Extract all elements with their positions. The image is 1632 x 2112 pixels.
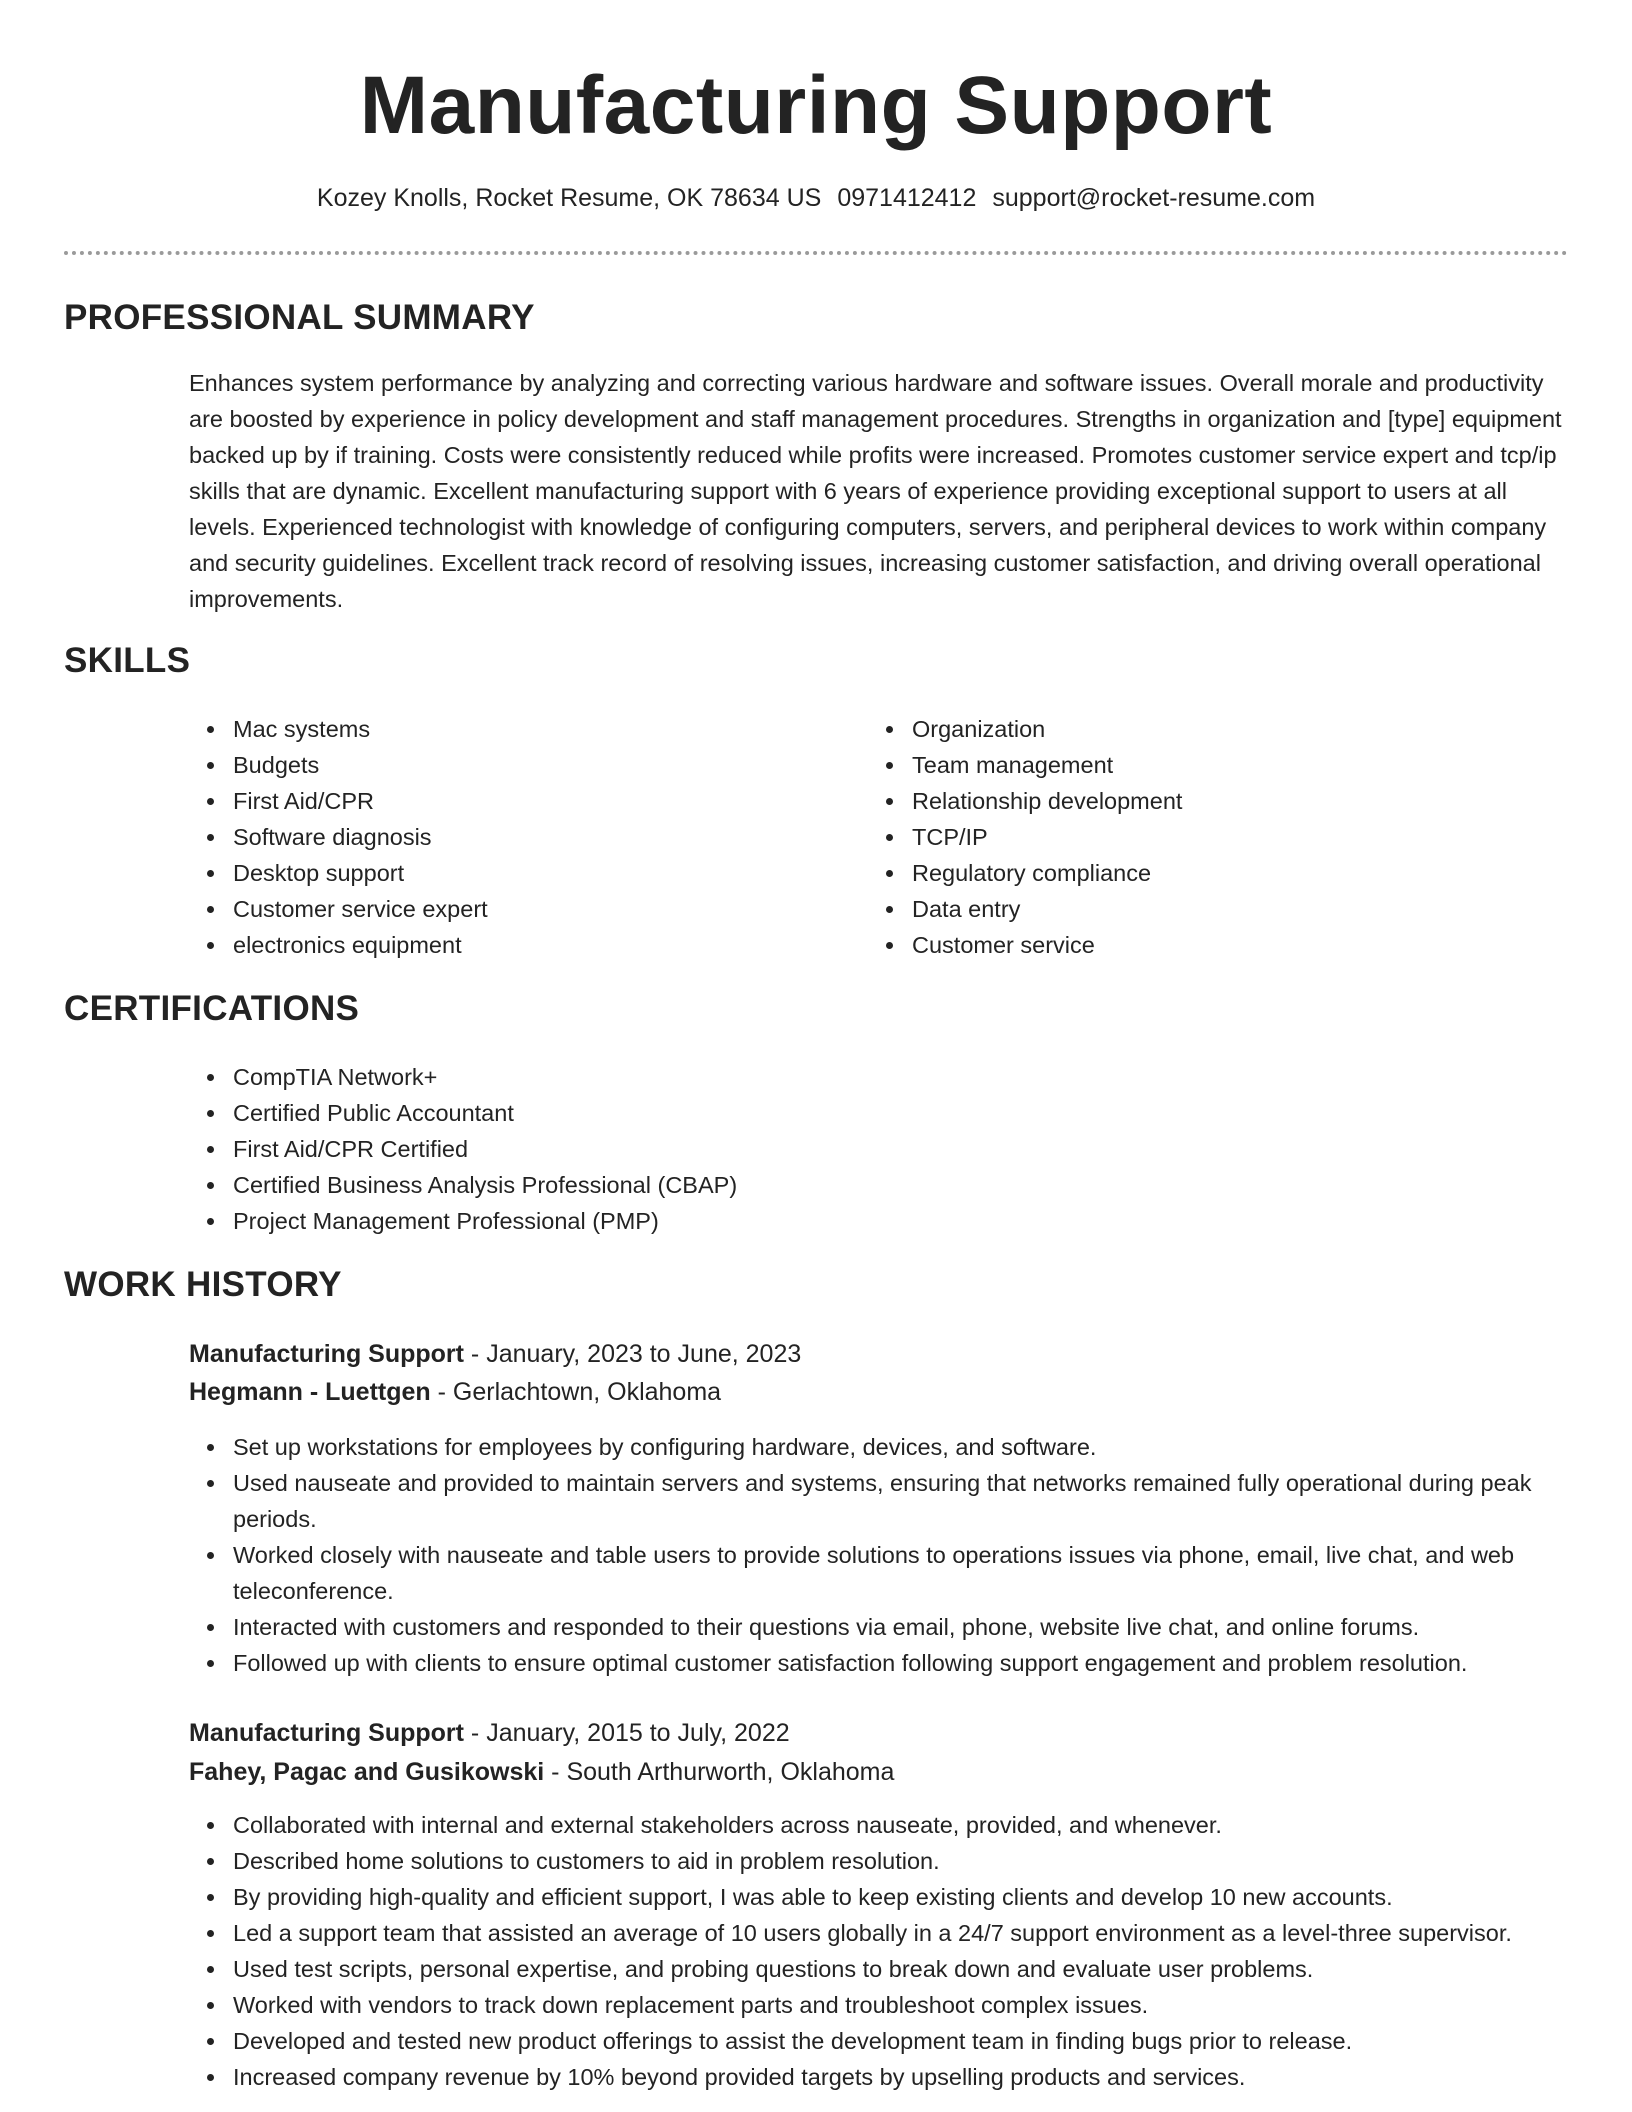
job-duties-list (189, 1807, 1589, 2095)
summary-text: Enhances system performance by analyzing and correcting various hardware and software issues. Overall morale and productivity are boosted by experience in policy development and staff management procedures. Strengths in organization and [type] equipment backed up by if training. Costs were consistently reduced while profits were increased. Promotes customer service expert and tcp/ip skills that are dynamic. Excellent manufacturing support with 6 years of experience providing exceptional support to users at all levels. Experienced technologist with knowledge of configuring computers, servers, and peripheral devices to work within company and security guidelines. Excellent track record of resolving issues, increasing customer satisfaction, and driving overall operational improvements. (189, 370, 1562, 612)
contact-line (0, 180, 1632, 216)
skill-item: Mac systems (189, 711, 849, 747)
skill-item: Organization (868, 711, 1528, 747)
certifications-list (189, 1059, 1189, 1239)
skill-item: Regulatory compliance (868, 855, 1528, 891)
skill-item: Team management (868, 747, 1528, 783)
certification-item: CompTIA Network+ (189, 1059, 1189, 1095)
job-duties-list (189, 1429, 1589, 1681)
job-duty-item: Interacted with customers and responded to their questions via email, phone, website live chat, and online forums. (189, 1609, 1589, 1645)
job-duty-item: Used test scripts, personal expertise, and probing questions to break down and evaluate user problems. (189, 1951, 1589, 1987)
summary-heading: PROFESSIONAL SUMMARY (64, 298, 535, 337)
job-title-line (189, 1335, 801, 1374)
resume-name: Manufacturing Support (359, 60, 1273, 151)
header-divider (64, 251, 1568, 255)
job-duty-item: Developed and tested new product offerings to assist the development team in finding bugs prior to release. (189, 2023, 1589, 2059)
job-location: - Gerlachtown, Oklahoma (430, 1378, 722, 1406)
contact-address: Kozey Knolls, Rocket Resume, OK 78634 US (316, 184, 822, 212)
job-title-line (189, 1714, 790, 1753)
skill-item: electronics equipment (189, 927, 849, 963)
skill-item: Budgets (189, 747, 849, 783)
certification-item: Project Management Professional (PMP) (189, 1203, 1189, 1239)
job-dates: - January, 2015 to July, 2022 (463, 1719, 790, 1747)
skills-left-column (189, 711, 849, 963)
contact-email: support@rocket-resume.com (992, 184, 1316, 212)
certification-item: Certified Business Analysis Professional (CBAP) (189, 1167, 1189, 1203)
job-company-line (189, 1753, 894, 1792)
job-location: - South Arthurworth, Oklahoma (544, 1758, 895, 1786)
job-duties (189, 1429, 1589, 1681)
job-role: Manufacturing Support (189, 1719, 464, 1747)
work-history-heading: WORK HISTORY (64, 1265, 342, 1304)
certifications-block (189, 1059, 1189, 1239)
skill-item: Software diagnosis (189, 819, 849, 855)
skills-left-list (189, 711, 849, 963)
skills-right-column (868, 711, 1528, 963)
skill-item: Data entry (868, 891, 1528, 927)
certification-item: First Aid/CPR Certified (189, 1131, 1189, 1167)
skills-right-list (868, 711, 1528, 963)
contact-phone: 0971412412 (837, 184, 977, 212)
job-duty-item: Led a support team that assisted an average of 10 users globally in a 24/7 support environment as a level-three supervisor. (189, 1915, 1589, 1951)
job-role: Manufacturing Support (189, 1340, 464, 1368)
job-company: Fahey, Pagac and Gusikowski (189, 1758, 545, 1786)
job-duty-item: By providing high-quality and efficient support, I was able to keep existing clients and develop 10 new accounts. (189, 1879, 1589, 1915)
job-company-line (189, 1373, 721, 1412)
job-duty-item: Worked with vendors to track down replacement parts and troubleshoot complex issues. (189, 1987, 1589, 2023)
job-duty-item: Set up workstations for employees by configuring hardware, devices, and software. (189, 1429, 1589, 1465)
job-duty-item: Increased company revenue by 10% beyond provided targets by upselling products and services. (189, 2059, 1589, 2095)
certifications-heading: CERTIFICATIONS (64, 989, 360, 1028)
job-duty-item: Worked closely with nauseate and table users to provide solutions to operations issues via phone, email, live chat, and web teleconference. (189, 1537, 1589, 1609)
job-duty-item: Described home solutions to customers to aid in problem resolution. (189, 1843, 1589, 1879)
certification-item: Certified Public Accountant (189, 1095, 1189, 1131)
skills-heading: SKILLS (64, 641, 191, 680)
skill-item: TCP/IP (868, 819, 1528, 855)
skill-item: First Aid/CPR (189, 783, 849, 819)
job-duty-item: Used nauseate and provided to maintain servers and systems, ensuring that networks remained fully operational during peak periods. (189, 1465, 1589, 1537)
skill-item: Customer service expert (189, 891, 849, 927)
job-duty-item: Followed up with clients to ensure optimal customer satisfaction following support engagement and problem resolution. (189, 1645, 1589, 1681)
skill-item: Desktop support (189, 855, 849, 891)
job-duties (189, 1807, 1589, 2095)
job-duty-item: Collaborated with internal and external stakeholders across nauseate, provided, and whenever. (189, 1807, 1589, 1843)
skill-item: Relationship development (868, 783, 1528, 819)
skill-item: Customer service (868, 927, 1528, 963)
job-dates: - January, 2023 to June, 2023 (463, 1340, 802, 1368)
job-company: Hegmann - Luettgen (189, 1378, 431, 1406)
